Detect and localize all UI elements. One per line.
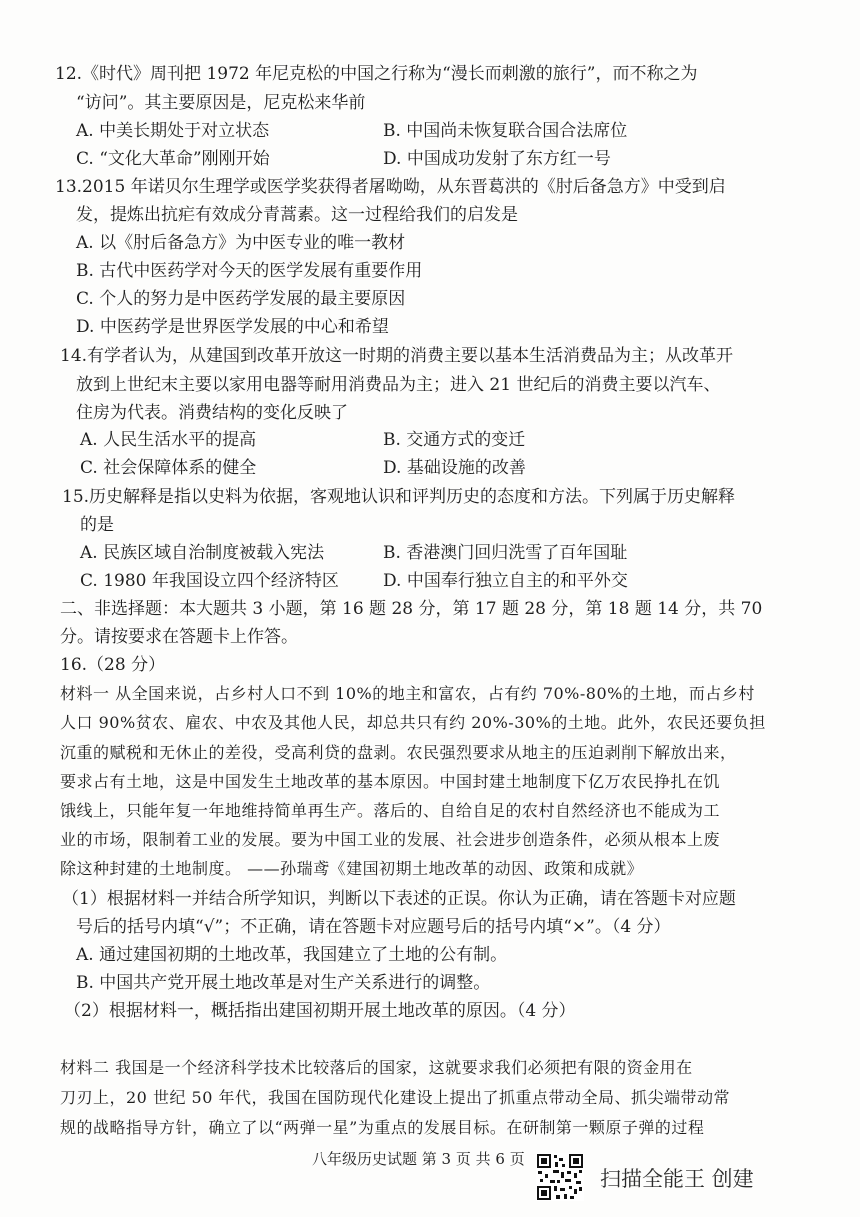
q13-option-a: A. 以《肘后备急方》为中医专业的唯一教材 (76, 233, 406, 253)
q12-option-d: D. 中国成功发射了东方红一号 (383, 149, 611, 169)
q15-stem-line1: 15.历史解释是指以史料为依据，客观地认识和评判历史的态度和方法。下列属于历史解释 (62, 487, 736, 507)
q13-stem-line1: 13.2015 年诺贝尔生理学或医学奖获得者屠呦呦，从东晋葛洪的《肘后备急方》中受到启 (55, 177, 726, 197)
material1-line: 除这种封建的土地制度。 ——孙瑞鸢《建国初期土地改革的动因、政策和成就》 (60, 859, 644, 878)
material1-line: 人口 90%贫农、雇农、中农及其他人民，却总共只有约 20%-30%的土地。此外，农民还要负担 (60, 713, 766, 732)
q16-sub1-line2: 号后的括号内填“√”；不正确，请在答题卡对应题号后的括号内填“×”。（4 分） (76, 917, 671, 937)
q12-option-a: A. 中美长期处于对立状态 (76, 121, 270, 141)
q14-stem-line3: 住房为代表。消费结构的变化反映了 (76, 403, 348, 423)
q12-stem-line2: “访问”。其主要原因是，尼克松来华前 (76, 93, 366, 113)
material1-line: 要求占有土地，这是中国发生土地改革的基本原因。中国封建土地制度下亿万农民挣扎在饥 (60, 772, 721, 791)
q13-option-c: C. 个人的努力是中医药学发展的最主要原因 (76, 289, 406, 309)
q13-stem-line2: 发，提炼出抗疟有效成分青蒿素。这一过程给我们的启发是 (76, 205, 518, 225)
q14-stem-line2: 放到上世纪末主要以家用电器等耐用消费品为主；进入 21 世纪后的消费主要以汽车、 (76, 375, 721, 395)
q14-option-b: B. 交通方式的变迁 (383, 430, 526, 450)
q15-option-c: C. 1980 年我国设立四个经济特区 (80, 571, 339, 591)
section2-heading-line1: 二、非选择题：本大题共 3 小题，第 16 题 28 分，第 17 题 28 分，第 18 题 14 分，共 70 (60, 599, 763, 619)
q12-option-c: C. “文化大革命”刚刚开始 (76, 149, 270, 169)
q14-stem-line1: 14.有学者认为，从建国到改革开放这一时期的消费主要以基本生活消费品为主；从改革开 (60, 346, 734, 366)
q15-stem-line2: 的是 (80, 515, 114, 535)
q13-option-b: B. 古代中医药学对今天的医学发展有重要作用 (76, 261, 423, 281)
section2-heading-line2: 分。请按要求在答题卡上作答。 (60, 627, 298, 647)
watermark-text: 扫描全能王 创建 (600, 1167, 754, 1191)
q15-option-b: B. 香港澳门回归洗雪了百年国耻 (383, 543, 628, 563)
q16-sub1-statement-b: B. 中国共产党开展土地改革是对生产关系进行的调整。 (76, 973, 491, 993)
material2-line: 刀刃上，20 世纪 50 年代，我国在国防现代化建设上提出了抓重点带动全局、抓尖端带动常 (60, 1088, 730, 1107)
qr-code-icon (536, 1153, 584, 1201)
material1-line: 饿线上，只能年复一年地维持简单再生产。落后的、自给自足的农村自然经济也不能成为工 (60, 801, 721, 820)
q16-sub1-line1: （1）根据材料一并结合所学知识，判断以下表述的正误。你认为正确，请在答题卡对应题 (62, 889, 736, 909)
q14-option-c: C. 社会保障体系的健全 (80, 458, 257, 478)
q16-header: 16.（28 分） (60, 655, 166, 675)
q15-option-d: D. 中国奉行独立自主的和平外交 (383, 571, 628, 591)
material2-line: 材料二 我国是一个经济科学技术比较落后的国家，这就要求我们必须把有限的资金用在 (60, 1058, 693, 1077)
material1-line: 沉重的赋税和无休止的差役，受高利贷的盘剥。农民强烈要求从地主的压迫剥削下解放出来， (60, 743, 737, 762)
page-footer: 八年级历史试题 第 3 页 共 6 页 (312, 1150, 525, 1168)
q12-stem-line1: 12.《时代》周刊把 1972 年尼克松的中国之行称为“漫长而刺激的旅行”，而不称之为 (55, 64, 698, 84)
q16-sub2: （2）根据材料一，概括指出建国初期开展土地改革的原因。（4 分） (64, 1001, 576, 1021)
q15-option-a: A. 民族区域自治制度被载入宪法 (80, 543, 325, 563)
material1-line: 材料一 从全国来说，占乡村人口不到 10%的地主和富农，占有约 70%-80%的土地，而占乡村 (60, 684, 755, 703)
q14-option-d: D. 基础设施的改善 (383, 458, 526, 478)
material2-line: 规的战略指导方针，确立了以“两弹一星”为重点的发展目标。在研制第一颗原子弹的过程 (60, 1118, 705, 1137)
q16-sub1-statement-a: A. 通过建国初期的土地改革，我国建立了土地的公有制。 (76, 945, 508, 965)
q13-option-d: D. 中医药学是世界医学发展的中心和希望 (76, 317, 389, 337)
q14-option-a: A. 人民生活水平的提高 (80, 430, 257, 450)
material1-line: 业的市场，限制着工业的发展。要为中国工业的发展、社会进步创造条件，必须从根本上废 (60, 830, 721, 849)
scanner-watermark (536, 1153, 768, 1201)
q12-option-b: B. 中国尚未恢复联合国合法席位 (383, 121, 628, 141)
